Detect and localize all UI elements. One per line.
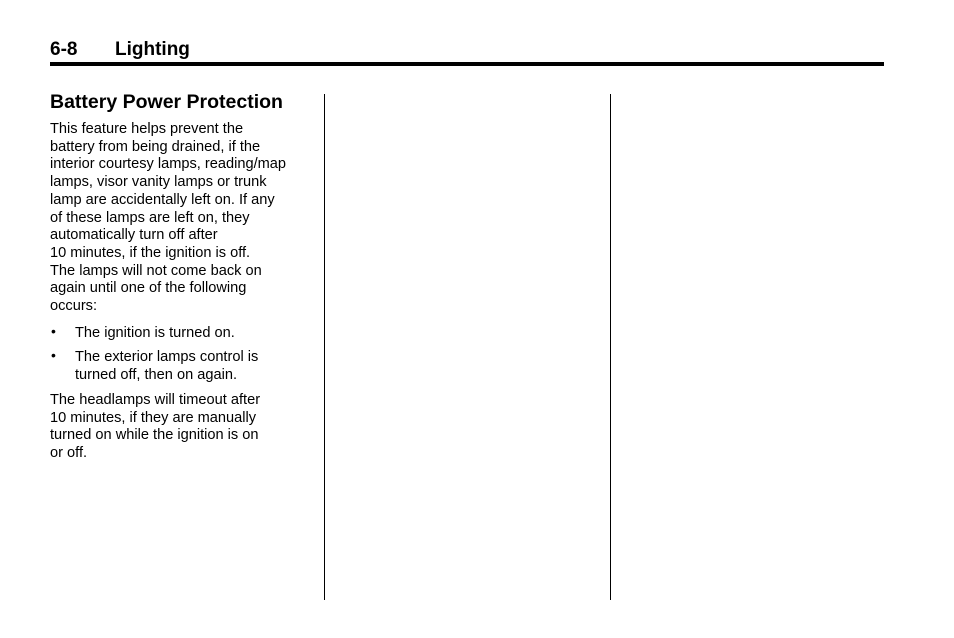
paragraph-headlamps	[50, 392, 316, 463]
column-divider	[324, 94, 325, 600]
text-line: 10 minutes, if the ignition is off.	[50, 244, 251, 261]
text-line: turned on while the ignition is on	[50, 427, 259, 444]
section-title: Battery Power Protection	[50, 91, 283, 113]
text-line: of these lamps are left on, they	[50, 209, 250, 226]
text-line: The ignition is turned on.	[75, 324, 235, 341]
bullet-icon: •	[51, 347, 56, 364]
page-number: 6-8	[50, 39, 78, 60]
page-header	[50, 39, 884, 63]
text-line: again until one of the following	[50, 280, 247, 297]
text-line: turned off, then on again.	[75, 367, 238, 384]
text-line: or off.	[50, 444, 88, 461]
column-divider	[610, 94, 611, 600]
header-rule	[50, 62, 884, 66]
bullet-icon: •	[51, 322, 56, 339]
text-line: interior courtesy lamps, reading/map	[50, 156, 287, 173]
left-column	[50, 90, 316, 463]
text-line: This feature helps prevent the	[50, 121, 244, 137]
text-line: The headlamps will timeout after	[50, 391, 261, 408]
text-line: lamp are accidentally left on. If any	[50, 191, 275, 208]
text-line: lamps, visor vanity lamps or trunk	[50, 174, 267, 191]
text-line: 10 minutes, if they are manually	[50, 409, 257, 426]
list-item	[50, 322, 316, 343]
list-item	[50, 349, 316, 384]
text-line: battery from being drained, if the	[50, 138, 261, 155]
section-name: Lighting	[115, 39, 190, 60]
paragraph-intro	[50, 121, 316, 316]
text-line: occurs:	[50, 298, 98, 315]
text-line: The exterior lamps control is	[75, 349, 259, 366]
text-line: The lamps will not come back on	[50, 262, 262, 279]
text-line: automatically turn off after	[50, 227, 218, 244]
bullet-list	[50, 322, 316, 385]
